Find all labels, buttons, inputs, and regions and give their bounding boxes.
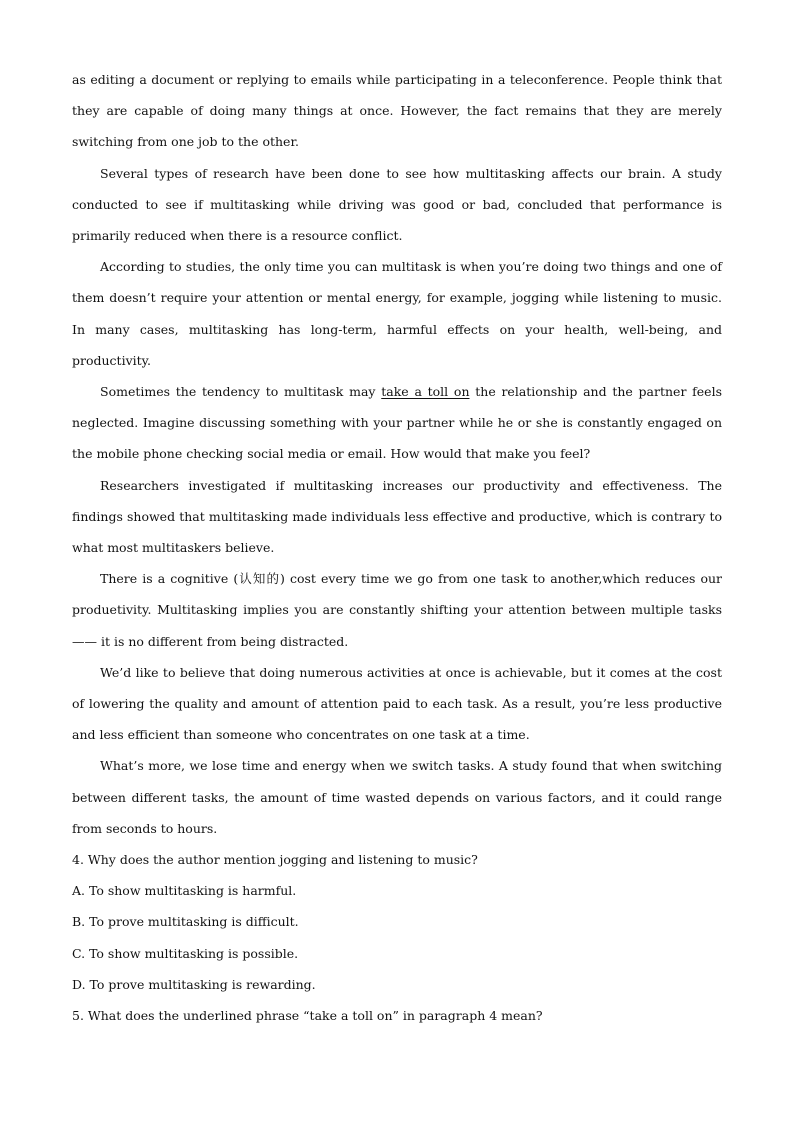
paragraph-7: We’d like to believe that doing numerous activities at once is achievable, but it comes at the cost of lowering the quality and amount of attention paid to each task. As a result, you’re less productive and less efficient than someone who concentrates on one task at a time.: [72, 664, 722, 743]
paragraph-1: as editing a document or replying to emails while participating in a teleconference. People think that they are capable of doing many things at once. However, the fact remains that they are merely switching from one job to the other.: [72, 72, 722, 150]
paragraph-3: According to studies, the only time you can multitask is when you’re doing two things and one of them doesn’t require your attention or mental energy, for example, jogging while listening to music. In many cases, multitasking has long-term, harmful effects on your health, well-being, and productivity.: [72, 259, 722, 368]
paragraph-4: [72, 376, 722, 470]
document-page: [72, 64, 722, 1031]
option-c: C. To show multitasking is possible.: [72, 945, 299, 961]
option-d: D. To prove multitasking is rewarding.: [72, 976, 316, 992]
paragraph-5: Researchers investigated if multitasking increases our productivity and effectiveness. The findings showed that multitasking made individuals less effective and productive, which is contrary to what most multitaskers believe.: [72, 477, 722, 556]
paragraph-2: Several types of research have been done to see how multitasking affects our brain. A study conducted to see if multitasking while driving was good or bad, concluded that performance is primarily reduced when there is a resource conflict.: [72, 165, 722, 244]
paragraph-4-before: Sometimes the tendency to multitask may: [100, 384, 382, 400]
paragraph-8: What’s more, we lose time and energy when we switch tasks. A study found that when switching between different tasks, the amount of time wasted depends on various factors, and it could range from seconds to hours.: [72, 758, 722, 836]
underlined-phrase: take a toll on: [381, 384, 470, 400]
paragraph-6: There is a cognitive (认知的) cost every time we go from one task to another,which reduces our produetivity. Multitasking implies you are constantly shifting your attention between multiple tasks —— it is no different from being distracted.: [72, 571, 722, 649]
option-b: B. To prove multitasking is difficult.: [72, 914, 299, 930]
paragraph-4-after: the relationship and the partner feels neglected. Imagine discussing something with your partner while he or she is constantly engaged on the mobile phone checking social media or email. How would that make you feel?: [72, 384, 722, 462]
question-5: 5. What does the underlined phrase “take a toll on” in paragraph 4 mean?: [72, 1008, 543, 1024]
question-4: 4. Why does the author mention jogging and listening to music?: [72, 852, 478, 868]
option-a: A. To show multitasking is harmful.: [72, 883, 297, 899]
